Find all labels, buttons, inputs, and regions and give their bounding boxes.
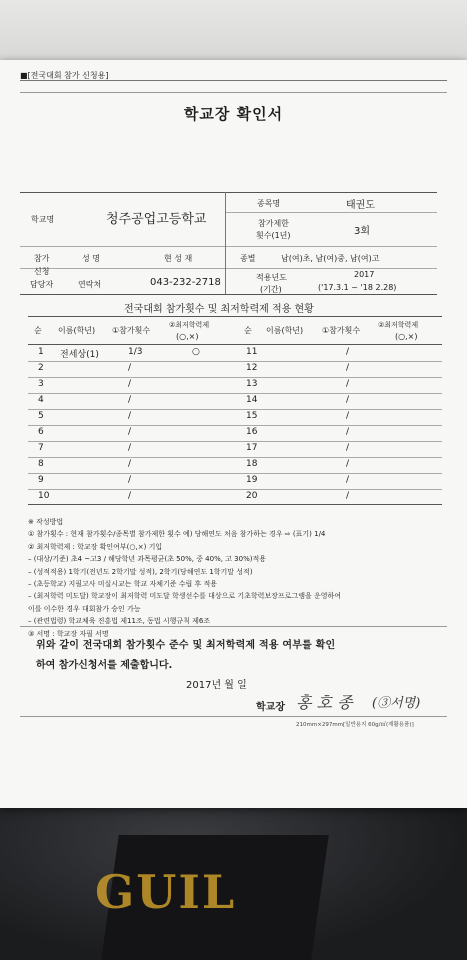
note-line: ② 최저학력제 : 학교장 확인여부(○,×) 기입 <box>28 542 163 551</box>
col-header-mark: (○,×) <box>176 332 199 341</box>
row-count: / <box>128 379 132 389</box>
gender-value: 남(여)초, 남(여)중, 남(여)고 <box>281 254 380 263</box>
row-name: 전세상(1) <box>60 350 99 360</box>
row-number: 6 <box>38 427 44 437</box>
row-number: 19 <box>246 475 258 485</box>
row-count: / <box>346 459 350 469</box>
col-header-no: 순 <box>34 326 42 335</box>
gender-label: 종별 <box>240 254 256 263</box>
row-number: 17 <box>246 443 258 453</box>
info-table-bottom <box>20 294 437 295</box>
row-number: 20 <box>246 491 258 501</box>
row-divider <box>28 361 442 362</box>
row-count: / <box>128 491 132 501</box>
period-value: ('17.3.1 ~ '18 2.28) <box>318 283 397 292</box>
table-row <box>28 377 442 393</box>
row-number: 4 <box>38 395 44 405</box>
col-header-name-2: 이름(학년) <box>266 326 304 335</box>
footer-rule <box>20 716 447 717</box>
note-line: – (관련법령) 학교체육 진흥법 제11조, 동법 시행규칙 제6조 <box>28 617 211 626</box>
event-label: 종목명 <box>257 199 281 208</box>
note-line: ※ 작성방법 <box>28 518 64 526</box>
table-row <box>28 457 442 473</box>
row-divider <box>28 441 442 442</box>
row-count: / <box>346 379 350 389</box>
year-label-2: (기간) <box>260 285 282 294</box>
statement-line-2: 하여 참가신청서를 제출합니다. <box>36 660 173 671</box>
row-number: 12 <box>246 363 258 373</box>
principal-seal: (③서명) <box>372 696 421 711</box>
row-count: / <box>128 459 132 469</box>
info-divider <box>225 192 226 294</box>
row-count: / <box>346 491 350 501</box>
status-table-bottom <box>28 504 442 505</box>
table-row <box>28 489 442 505</box>
note-line: – (성적적용) 1학기(전년도 2학기말 성적), 2학기(당해연도 1학기말 성적) <box>28 567 253 576</box>
table-row <box>28 441 442 457</box>
row-number: 13 <box>246 379 258 389</box>
col-header-mark-2: (○,×) <box>395 332 418 341</box>
school-label: 학교명 <box>31 215 55 224</box>
year-label-1: 적용년도 <box>256 273 287 282</box>
row-count: / <box>128 411 132 421</box>
status-table-top <box>28 316 442 317</box>
name-label: 성 명 <box>82 254 100 263</box>
limit-value: 3회 <box>354 226 371 237</box>
row-number: 10 <box>38 491 50 501</box>
row-count: / <box>128 443 132 453</box>
row-divider <box>28 377 442 378</box>
status-title: 전국대회 참가횟수 및 최저학력제 적용 현황 <box>124 304 314 315</box>
limit-label-2: 횟수(1년) <box>256 231 291 240</box>
info-line-2 <box>20 246 437 247</box>
table-row <box>28 393 442 409</box>
title-box-top <box>20 92 447 93</box>
note-line: – (대상/기준) 초4 ~고3 / 해당학년 과목평균(초 50%, 중 40%, 고 30%)적용 <box>28 555 266 564</box>
col-header-count: ①참가횟수 <box>112 326 151 335</box>
row-count: / <box>128 395 132 405</box>
background-gold-lettering: GUIL <box>95 865 237 919</box>
table-row <box>28 425 442 441</box>
note-line: – (초등학교) 지필고사 미실시교는 학교 자체기준 수립 후 적용 <box>28 580 218 589</box>
principal-signature: 홍 호 종 <box>296 693 353 712</box>
col-header-min: ②최저학력제 <box>169 321 210 329</box>
col-header-name: 이름(학년) <box>58 326 96 335</box>
statement-line-1: 위와 같이 전국대회 참가횟수 준수 및 최저학력제 적용 여부를 확인 <box>36 640 336 651</box>
row-divider <box>28 457 442 458</box>
phone-value: 043-232-2718 <box>150 277 221 288</box>
row-number: 1 <box>38 347 44 357</box>
row-divider <box>28 409 442 410</box>
row-number: 16 <box>246 427 258 437</box>
phone-label: 연락처 <box>78 280 102 289</box>
contact-label-2: 신청 <box>34 267 50 276</box>
event-value: 태권도 <box>346 200 375 211</box>
note-line: ③ 서명 : 학교장 자필 서명 <box>28 629 109 638</box>
contact-label-3: 담당자 <box>30 280 54 289</box>
row-count: / <box>346 475 350 485</box>
note-line: – (최저학력 미도달) 학교장이 최저학력 미도달 학생선수를 대상으로 기초학력보장프로그램을 운영하여 <box>28 592 341 601</box>
info-line-3 <box>20 268 437 269</box>
table-row <box>28 409 442 425</box>
col-header-count-2: ①참가횟수 <box>322 326 361 335</box>
row-count: / <box>346 347 350 357</box>
limit-label-1: 참가제한 <box>258 219 289 228</box>
note-line: ① 참가횟수 : 현재 참가횟수/종목별 참가제한 횟수 예) 당해연도 처음 참가하는 경우 ⇨ (표기) 1/4 <box>28 530 326 539</box>
paper-spec: 210mm×297mm[일반용지 60g/㎡(재활용품)] <box>296 722 414 728</box>
row-count: 1/3 <box>128 347 143 357</box>
date-line: 2017년 월 일 <box>186 680 247 691</box>
row-number: 8 <box>38 459 44 469</box>
principal-label: 학교장 <box>256 702 285 713</box>
school-name: 청주공업고등학교 <box>106 212 207 227</box>
row-number: 15 <box>246 411 258 421</box>
col-header-no-2: 순 <box>244 326 252 335</box>
row-number: 7 <box>38 443 44 453</box>
row-divider <box>28 473 442 474</box>
table-row <box>28 345 442 361</box>
row-count: / <box>346 411 350 421</box>
row-number: 2 <box>38 363 44 373</box>
header-rule <box>20 80 447 81</box>
note-line: 이를 이수한 경우 대회참가 승인 가능 <box>28 604 141 613</box>
instruction-notes <box>28 516 448 640</box>
table-row <box>28 361 442 377</box>
row-number: 14 <box>246 395 258 405</box>
row-count: / <box>346 443 350 453</box>
row-divider <box>28 425 442 426</box>
document-title: 학교장 확인서 <box>183 105 284 123</box>
table-row <box>28 473 442 489</box>
row-count: / <box>346 427 350 437</box>
row-divider <box>28 489 442 490</box>
row-number: 18 <box>246 459 258 469</box>
row-mark: ○ <box>192 347 200 357</box>
row-number: 5 <box>38 411 44 421</box>
row-count: / <box>128 475 132 485</box>
row-count: / <box>128 363 132 373</box>
info-table-top <box>20 192 437 193</box>
row-divider <box>28 393 442 394</box>
year-value: 2017 <box>354 270 375 279</box>
row-count: / <box>346 395 350 405</box>
notes-bottom-rule <box>20 626 447 627</box>
row-count: / <box>128 427 132 437</box>
row-number: 11 <box>246 347 258 357</box>
col-header-min-2: ②최저학력제 <box>378 321 419 329</box>
info-line-1 <box>225 212 437 213</box>
form-label: ■[전국대회 참가 신청용] <box>20 71 109 80</box>
contact-label-1: 참가 <box>34 254 50 263</box>
name-value: 현 성 재 <box>164 254 193 263</box>
row-number: 9 <box>38 475 44 485</box>
row-number: 3 <box>38 379 44 389</box>
row-count: / <box>346 363 350 373</box>
